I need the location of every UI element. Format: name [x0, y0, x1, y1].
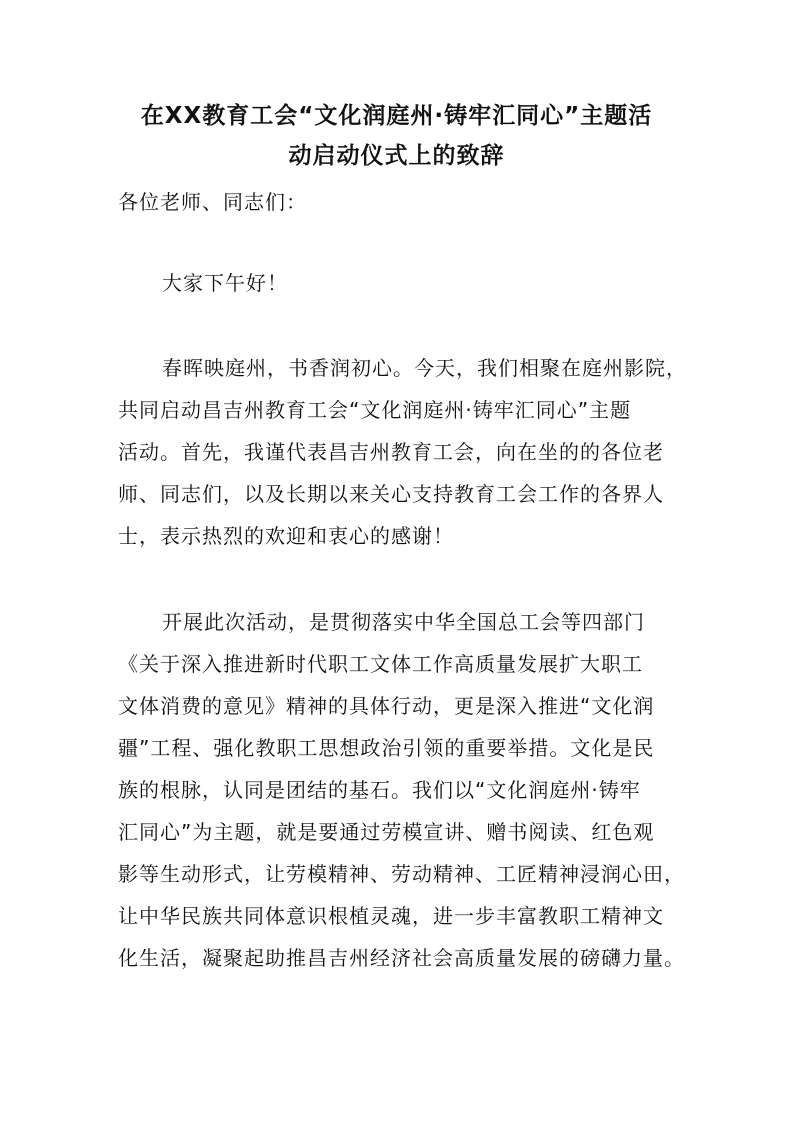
paragraph-welcome	[118, 347, 687, 557]
paragraph-line: 《关于深入推进新时代职工文体工作高质量发展扩大职工	[118, 652, 643, 676]
document-title	[100, 96, 693, 176]
paragraph-line: 士，表示热烈的欢迎和衷心的感谢！	[118, 524, 454, 548]
paragraph-line: 共同启动昌吉州教育工会“文化润庭州·铸牢汇同心”主题	[118, 398, 632, 422]
paragraph-line: 影等生动形式，让劳模精神、劳动精神、工匠精神浸润心田，	[118, 862, 685, 886]
paragraph-line: 族的根脉，认同是团结的基石。我们以“文化润庭州·铸牢	[118, 778, 641, 802]
paragraph-line: 春晖映庭州，书香润初心。今天，我们相聚在庭州影院，	[162, 356, 687, 380]
paragraph-line: 师、同志们，以及长期以来关心支持教育工会工作的各界人	[118, 482, 664, 506]
paragraph-line: 活动。首先，我谨代表昌吉州教育工会，向在坐的的各位老	[118, 440, 664, 464]
paragraph-line: 化生活，凝聚起助推昌吉州经济社会高质量发展的磅礴力量。	[118, 946, 685, 970]
salutation: 各位老师、同志们：	[118, 190, 307, 214]
title-line: 在XX教育工会“文化润庭州·铸牢汇同心”主题活	[140, 103, 653, 129]
paragraph-purpose	[118, 601, 685, 979]
title-line: 动启动仪式上的致辞	[288, 143, 505, 169]
greeting: 大家下午好！	[162, 271, 288, 295]
paragraph-line: 让中华民族共同体意识根植灵魂，进一步丰富教职工精神文	[118, 904, 664, 928]
paragraph-line: 疆”工程、强化教职工思想政治引领的重要举措。文化是民	[118, 736, 655, 760]
paragraph-line: 汇同心”为主题，就是要通过劳模宣讲、赠书阅读、红色观	[118, 820, 655, 844]
paragraph-line: 文体消费的意见》精神的具体行动，更是深入推进“文化润	[118, 694, 655, 718]
paragraph-line: 开展此次活动，是贯彻落实中华全国总工会等四部门	[162, 610, 645, 634]
